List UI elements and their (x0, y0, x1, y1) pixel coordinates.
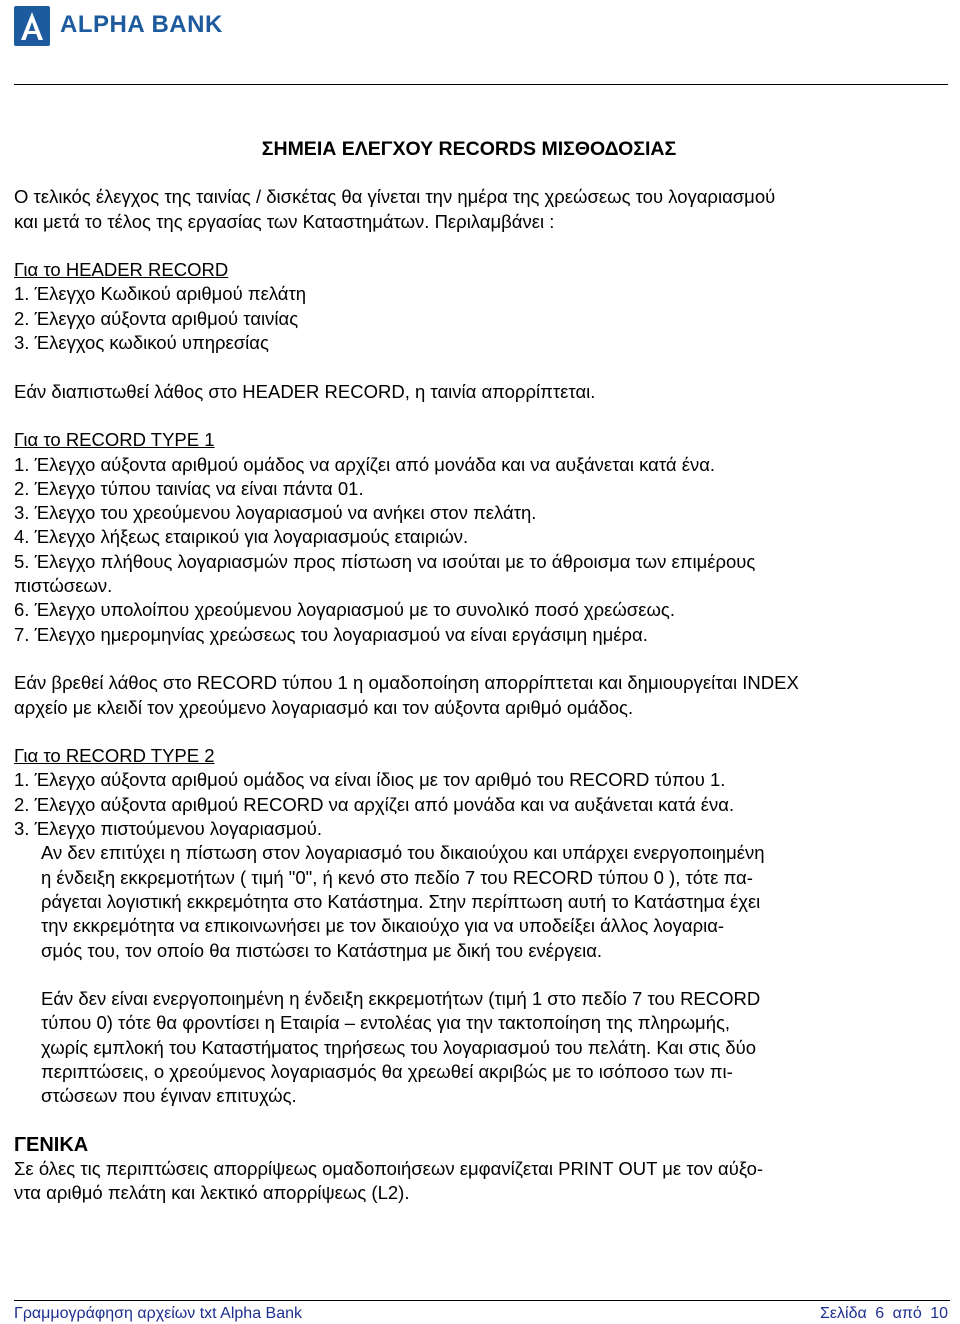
general-text: ντα αριθμό πελάτη και λεκτικό απορρίψεως (L2). (14, 1182, 410, 1204)
list-item: 1. Έλεγχο Κωδικού αριθμού πελάτη (14, 283, 307, 305)
list-item: 2. Έλεγχο τύπου ταινίας να είναι πάντα 01. (14, 477, 364, 499)
header-record-note: Εάν διαπιστωθεί λάθος στο HEADER RECORD, η ταινία απορρίπτεται. (14, 380, 596, 402)
type2-paragraph-line: την εκκρεμότητα να επικοινωνήσει με τον δικαιούχο για να υποδείξει άλλος λογαρια- (41, 915, 725, 937)
general-heading: ΓΕΝΙΚΑ (14, 1133, 89, 1156)
record-type2-heading: Για το RECORD TYPE 2 (14, 745, 215, 767)
type2-paragraph-line: η ένδειξη εκκρεμοτήτων ( τιμή "0", ή κενό στο πεδίο 7 του RECORD τύπου 0 ), τότε πα- (41, 866, 753, 888)
header-record-heading: Για το HEADER RECORD (14, 259, 229, 281)
page-label: Σελίδα (820, 1305, 867, 1322)
list-item: 3. Έλεγχος κωδικού υπηρεσίας (14, 332, 269, 354)
type2-paragraph-line: σμός του, τον οποίο θα πιστώσει το Κατάστημα με δική του ενέργεια. (41, 939, 603, 961)
page-header (0, 0, 960, 90)
header-divider (14, 84, 948, 85)
page-of-label: από (892, 1305, 922, 1322)
list-item: 1. Έλεγχο αύξοντα αριθμού ομάδος να είναι ίδιος με τον αριθμό του RECORD τύπου 1. (14, 769, 726, 791)
record-type1-heading: Για το RECORD TYPE 1 (14, 429, 215, 451)
list-item: 3. Έλεγχο του χρεούμενου λογαριασμού να ανήκει στον πελάτη. (14, 502, 537, 524)
type2-paragraph-line: Αν δεν επιτύχει η πίστωση στον λογαριασμό του δικαιούχου και υπάρχει ενεργοποιημένη (41, 842, 765, 864)
list-item: 1. Έλεγχο αύξοντα αριθμού ομάδος να αρχίζει από μονάδα και να αυξάνεται κατά ένα. (14, 453, 716, 475)
record-type1-note: Εάν βρεθεί λάθος στο RECORD τύπου 1 η ομαδοποίηση απορρίπτεται και δημιουργείται INDEX (14, 672, 799, 694)
list-item: 2. Έλεγχο αύξοντα αριθμού RECORD να αρχίζει από μονάδα και να αυξάνεται κατά ένα. (14, 793, 735, 815)
type2-paragraph-line: τύπου 0) τότε θα φροντίσει η Εταιρία – εντολέας για την τακτοποίηση της πληρωμής, (41, 1012, 731, 1034)
page-total: 10 (930, 1305, 948, 1322)
brand-name: ALPHA BANK (60, 11, 223, 38)
type2-paragraph-line: χωρίς εμπλοκή του Καταστήματος τηρήσεως του λογαριασμού του πελάτη. Και στις δύο (41, 1036, 756, 1058)
record-type1-note: αρχείο με κλειδί τον χρεούμενο λογαριασμό και τον αύξοντα αριθμό ομάδος. (14, 696, 634, 718)
list-item: 6. Έλεγχο υπολοίπου χρεούμενου λογαριασμού με το συνολικό ποσό χρεώσεως. (14, 599, 675, 621)
type2-paragraph-line: περιπτώσεις, ο χρεούμενος λογαριασμός θα χρεωθεί ακριβώς με το ισόποσο των πι- (41, 1060, 733, 1082)
document-body (14, 137, 894, 1206)
type2-paragraph-line: Εάν δεν είναι ενεργοποιημένη η ένδειξη εκκρεμοτήτων (τιμή 1 στο πεδίο 7 του RECORD (41, 988, 761, 1010)
footer-divider (14, 1300, 950, 1301)
list-item: 7. Έλεγχο ημερομηνίας χρεώσεως του λογαριασμού να είναι εργάσιμη ημέρα. (14, 623, 648, 645)
list-item: 5. Έλεγχο πλήθους λογαριασμών προς πίστωση να ισούται με το άθροισμα των επιμέρους (14, 550, 756, 572)
intro-line: Ο τελικός έλεγχος της ταινίας / δισκέτας θα γίνεται την ημέρα της χρεώσεως του λογαριασμού (14, 186, 776, 208)
type2-paragraph-line: στώσεων που έγιναν επιτυχώς. (41, 1085, 297, 1107)
list-item: 2. Έλεγχο αύξοντα αριθμού ταινίας (14, 307, 299, 329)
list-item: πιστώσεων. (14, 575, 113, 597)
footer-document-title: Γραμμογράφηση αρχείων txt Alpha Bank (14, 1305, 303, 1322)
alpha-bank-logo-icon (14, 6, 50, 46)
footer-page-number (816, 1305, 948, 1323)
page-current: 6 (875, 1305, 885, 1322)
list-item: 4. Έλεγχο λήξεως εταιρικού για λογαριασμούς εταιριών. (14, 526, 469, 548)
type2-paragraph-line: ράγεται λογιστική εκκρεμότητα στο Κατάστημα. Στην περίπτωση αυτή το Κατάστημα έχει (41, 890, 761, 912)
list-item: 3. Έλεγχο πιστούμενου λογαριασμού. (14, 818, 323, 840)
page-title: ΣΗΜΕΙΑ ΕΛΕΓΧΟΥ RECORDS ΜΙΣΘΟΔΟΣΙΑΣ (261, 138, 677, 160)
intro-line: και μετά το τέλος της εργασίας των Καταστημάτων. Περιλαμβάνει : (14, 210, 555, 232)
general-text: Σε όλες τις περιπτώσεις απορρίψεως ομαδοποιήσεων εμφανίζεται PRINT OUT με τον αύξο- (14, 1158, 764, 1180)
